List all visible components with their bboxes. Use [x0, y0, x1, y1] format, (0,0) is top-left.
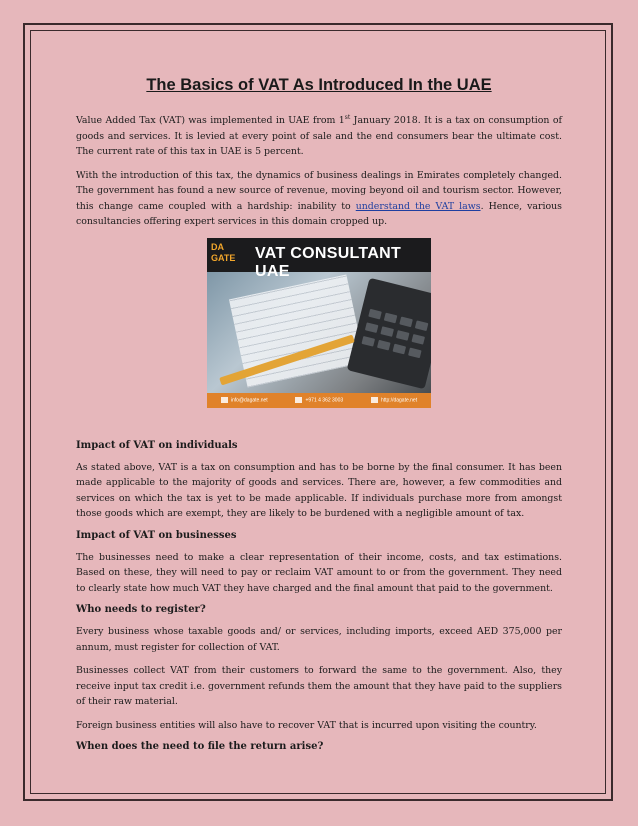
contact-web: http://dagate.net — [371, 397, 417, 403]
section-heading: When does the need to file the return arise? — [76, 741, 324, 752]
vat-laws-link[interactable]: understand the VAT laws — [355, 200, 481, 212]
mail-icon — [221, 397, 228, 403]
dagate-logo: DA GATE — [211, 241, 236, 263]
intro-paragraph-2 — [76, 168, 562, 230]
contact-phone: +971 4 362 3003 — [295, 397, 343, 403]
ordinal-suffix: st — [344, 113, 351, 121]
section-heading: Impact of VAT on businesses — [76, 529, 237, 541]
intro-text: January 2018. It is a tax on consumption of goods and services. It is levied at every point of sale and the end consumers bear the ultimate cost. The current rate of this tax in UAE is 5 percent. — [76, 115, 562, 157]
intro-text: Value Added Tax (VAT) was implemented in UAE from 1 — [76, 115, 345, 126]
section-paragraph: The businesses need to make a clear representation of their income, costs, and tax estimations. Based on these, they will need to pay or reclaim VAT amount to or from the government. They need to clearly state how much VAT they have charged and the final amount that paid to the government. — [76, 551, 562, 594]
document-title: The Basics of VAT As Introduced In the UAE — [146, 76, 492, 94]
section-paragraph: As stated above, VAT is a tax on consumption and has to be borne by the final consumer. It has been made applicable to the majority of goods and services. There are, however, a few commodities and services on which the tax is yet to be made applicable. If individuals purchase more from amongst those goods which are exempt, they are likely to be burdened with a negligible amount of tax. — [76, 461, 562, 519]
calculator-icon — [347, 277, 431, 389]
intro-text: . Hence, various consultancies offering expert services in this domain cropped up. — [76, 200, 562, 227]
banner-heading: VAT CONSULTANT UAE — [255, 244, 402, 280]
section-heading: Who needs to register? — [76, 604, 206, 615]
section-paragraph: Foreign business entities will also have to recover VAT that is incurred upon visiting the country. — [76, 719, 537, 731]
intro-text: With the introduction of this tax, the dynamics of business dealings in Emirates completely changed. The government has found a new source of revenue, moving beyond oil and tourism sector. However, this change came coupled with a hardship: inability to — [76, 169, 562, 212]
phone-icon — [295, 397, 302, 403]
globe-icon — [371, 397, 378, 403]
vat-consultant-banner-image — [207, 238, 431, 408]
section-paragraph: Businesses collect VAT from their customers to forward the same to the government. Also, they receive input tax credit i.e. government refunds them the amount that they have paid to the suppliers of their raw material. — [76, 665, 562, 707]
banner-contact-bar — [207, 393, 431, 408]
banner-header — [207, 238, 431, 280]
contact-email: info@dagate.net — [221, 397, 268, 403]
section-heading: Impact of VAT on individuals — [76, 439, 238, 451]
document-body — [76, 76, 562, 761]
intro-paragraph-1 — [76, 113, 562, 160]
section-paragraph: Every business whose taxable goods and/ or services, including imports, exceed AED 375,000 per annum, must register for collection of VAT. — [76, 626, 562, 653]
